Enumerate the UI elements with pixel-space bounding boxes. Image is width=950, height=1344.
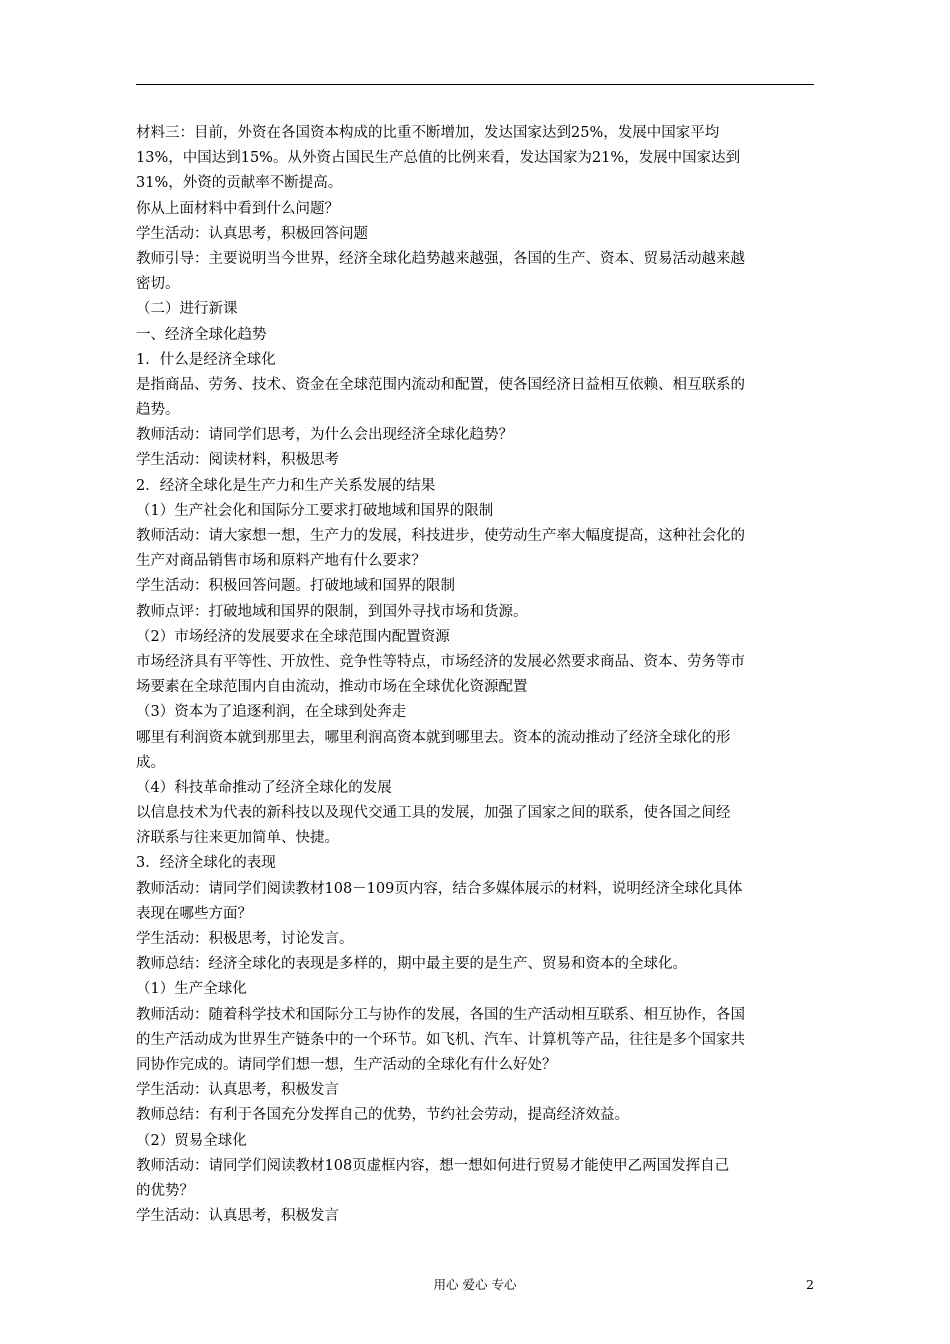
text-line: 济联系与往来更加简单、快捷。 — [136, 830, 339, 847]
text-line: 教师活动：请同学们阅读教材108－109页内容，结合多媒体展示的材料，说明经济全球化具体 — [136, 880, 743, 897]
text-line: 市场经济具有平等性、开放性、竞争性等特点，市场经济的发展必然要求商品、资本、劳务等市 — [136, 653, 745, 670]
text-line: （2）贸易全球化 — [136, 1132, 247, 1149]
text-line: （3）资本为了追逐利润，在全球到处奔走 — [136, 704, 407, 721]
text-line: 学生活动：认真思考，积极发言 — [136, 1082, 339, 1099]
text-line: 教师活动：请大家想一想，生产力的发展，科技进步，使劳动生产率大幅度提高，这种社会化的 — [136, 528, 745, 544]
page-number: 2 — [806, 1277, 814, 1292]
text-line: 是指商品、劳务、技术、资金在全球范围内流动和配置，使各国经济日益相互依赖、相互联系的 — [136, 376, 745, 393]
text-line: 的生产活动成为世界生产链条中的一个环节。如飞机、汽车、计算机等产品，往往是多个国家共 — [136, 1031, 745, 1048]
text-line: 以信息技术为代表的新科技以及现代交通工具的发展，加强了国家之间的联系，使各国之间经 — [136, 805, 731, 822]
text-line: 学生活动：积极回答问题。打破地域和国界的限制 — [136, 578, 455, 595]
text-line: 2．经济全球化是生产力和生产关系发展的结果 — [136, 477, 436, 494]
text-line: 表现在哪些方面？ — [136, 905, 252, 922]
text-line: 学生活动：认真思考，积极发言 — [136, 1208, 339, 1225]
text-line: 你从上面材料中看到什么问题？ — [136, 200, 339, 217]
text-line: 成。 — [136, 754, 165, 771]
text-line: 趋势。 — [136, 402, 180, 419]
text-line: 同协作完成的。请同学们想一想，生产活动的全球化有什么好处？ — [136, 1056, 557, 1073]
text-line: （二）进行新课 — [136, 301, 238, 318]
text-line: 一、经济全球化趋势 — [136, 326, 267, 343]
text-line: 31%，外资的贡献率不断提高。 — [136, 175, 343, 192]
text-line: 教师总结：经济全球化的表现是多样的，期中最主要的是生产、贸易和资本的全球化。 — [136, 956, 687, 973]
footer-text: 用心 爱心 专心 — [433, 1277, 517, 1292]
text-line: 13%，中国达到15%。从外资占国民生产总值的比例来看，发达国家为21%，发展中国家达到 — [136, 150, 741, 167]
text-line: （1）生产全球化 — [136, 981, 247, 998]
header-rule — [136, 84, 814, 85]
text-line: （1）生产社会化和国际分工要求打破地域和国界的限制 — [136, 502, 494, 519]
text-line: 的优势？ — [136, 1182, 194, 1199]
text-line: 学生活动：认真思考，积极回答问题 — [136, 225, 368, 242]
text-line: 教师引导：主要说明当今世界，经济全球化趋势越来越强，各国的生产、资本、贸易活动越来越 — [136, 250, 745, 267]
text-line: 场要素在全球范围内自由流动，推动市场在全球优化资源配置 — [136, 679, 528, 696]
text-line: 生产对商品销售市场和原料产地有什么要求？ — [136, 553, 426, 570]
text-line: 密切。 — [136, 276, 180, 293]
text-line: 教师活动：请同学们思考，为什么会出现经济全球化趋势？ — [136, 427, 513, 444]
text-line: 教师活动：请同学们阅读教材108页虚框内容，想一想如何进行贸易才能使甲乙两国发挥自己 — [136, 1157, 730, 1174]
text-line: （4）科技革命推动了经济全球化的发展 — [136, 779, 392, 796]
text-line: 1．什么是经济全球化 — [136, 351, 276, 368]
text-line: 学生活动：阅读材料，积极思考 — [136, 452, 339, 469]
document-body — [136, 121, 816, 1229]
text-line: 教师活动：随着科学技术和国际分工与协作的发展，各国的生产活动相互联系、相互协作，各国 — [136, 1006, 745, 1023]
text-line: （2）市场经济的发展要求在全球范围内配置资源 — [136, 628, 450, 645]
text-line: 3．经济全球化的表现 — [136, 855, 276, 872]
text-line: 学生活动：积极思考，讨论发言。 — [136, 931, 354, 947]
text-line: 教师点评：打破地域和国界的限制，到国外寻找市场和货源。 — [136, 603, 528, 620]
text-line: 材料三：目前，外资在各国资本构成的比重不断增加，发达国家达到25%，发展中国家平均 — [136, 125, 720, 141]
text-line: 哪里有利润资本就到那里去，哪里利润高资本就到哪里去。资本的流动推动了经济全球化的形 — [136, 729, 731, 746]
text-line: 教师总结：有利于各国充分发挥自己的优势，节约社会劳动，提高经济效益。 — [136, 1107, 629, 1124]
